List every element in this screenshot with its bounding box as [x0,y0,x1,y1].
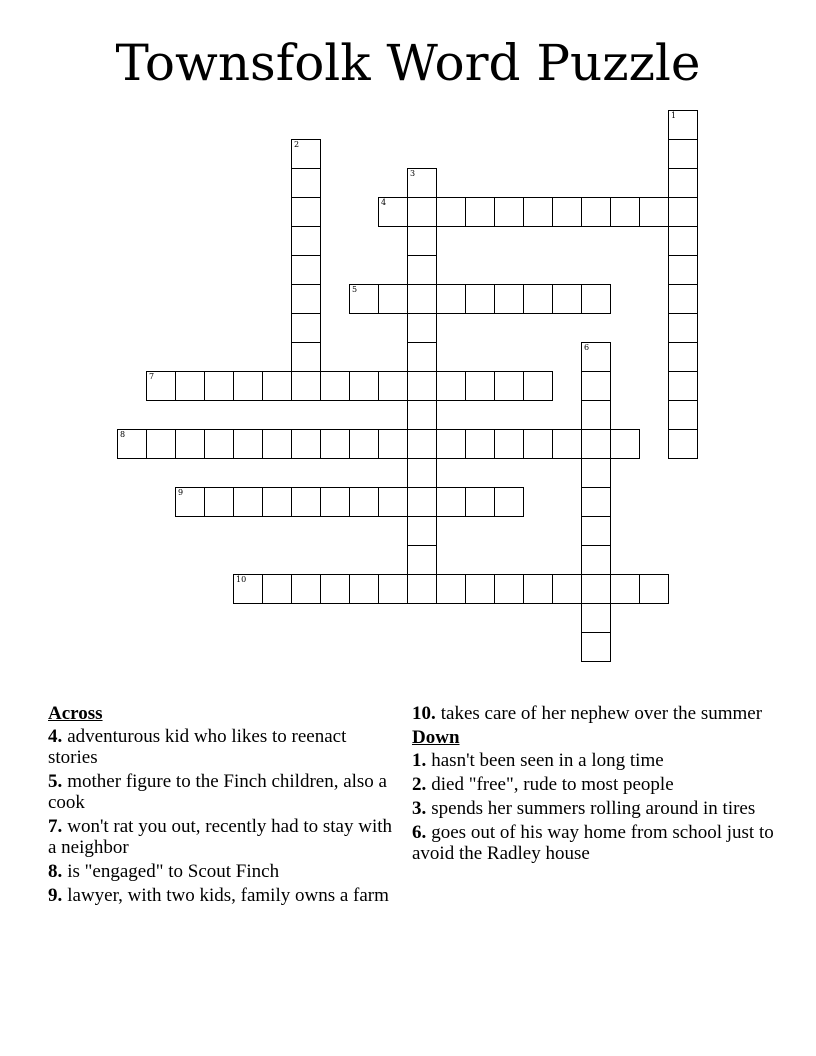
grid-cell[interactable] [407,487,437,517]
clue-number: 6. [412,822,427,843]
grid-cell[interactable] [668,400,698,430]
grid-cell[interactable] [262,487,292,517]
cell-number: 7 [149,372,155,381]
grid-cell[interactable] [291,226,321,256]
grid-cell[interactable] [291,255,321,285]
grid-cell[interactable] [436,574,466,604]
grid-cell[interactable] [523,371,553,401]
clue-text: mother figure to the Finch children, also a cook [48,771,387,813]
grid-cell[interactable] [494,284,524,314]
grid-cell[interactable] [291,197,321,227]
grid-cell[interactable] [436,487,466,517]
grid-cell[interactable] [465,284,495,314]
clue-number: 4. [48,726,63,747]
grid-cell[interactable] [349,574,379,604]
grid-cell[interactable] [668,342,698,372]
grid-cell[interactable] [291,487,321,517]
grid-cell[interactable] [349,429,379,459]
cell-number: 3 [410,169,416,178]
cell-number: 2 [294,140,300,149]
grid-cell[interactable] [610,197,640,227]
grid-cell[interactable] [378,371,408,401]
grid-cell[interactable] [581,574,611,604]
clue-number: 5. [48,771,63,792]
down-clue-3 [412,798,782,819]
grid-cell[interactable] [465,371,495,401]
grid-cell[interactable] [639,574,669,604]
grid-cell[interactable] [494,487,524,517]
grid-cell[interactable] [407,226,437,256]
clues-right-column [412,703,782,867]
grid-cell[interactable] [233,429,263,459]
grid-cell[interactable] [581,371,611,401]
grid-cell[interactable] [175,371,205,401]
grid-cell[interactable] [291,342,321,372]
grid-cell[interactable] [233,574,263,604]
grid-cell[interactable] [320,574,350,604]
grid-cell[interactable] [552,429,582,459]
grid-cell[interactable] [320,371,350,401]
grid-cell[interactable] [320,487,350,517]
grid-cell[interactable] [610,574,640,604]
grid-cell[interactable] [581,342,611,372]
grid-cell[interactable] [378,284,408,314]
grid-cell[interactable] [523,429,553,459]
grid-cell[interactable] [610,429,640,459]
clue-text: is "engaged" to Scout Finch [67,861,280,882]
grid-cell[interactable] [233,487,263,517]
grid-cell[interactable] [436,284,466,314]
grid-cell[interactable] [407,371,437,401]
grid-cell[interactable] [581,603,611,633]
grid-cell[interactable] [523,284,553,314]
grid-cell[interactable] [552,197,582,227]
grid-cell[interactable] [407,574,437,604]
grid-cell[interactable] [465,429,495,459]
grid-cell[interactable] [146,371,176,401]
grid-cell[interactable] [552,284,582,314]
grid-cell[interactable] [175,429,205,459]
grid-cell[interactable] [204,429,234,459]
grid-cell[interactable] [407,284,437,314]
grid-cell[interactable] [349,487,379,517]
clue-number: 8. [48,861,63,882]
grid-cell[interactable] [291,168,321,198]
cell-number: 9 [178,488,184,497]
cell-number: 4 [381,198,387,207]
down-clue-6 [412,822,782,864]
grid-cell[interactable] [146,429,176,459]
grid-cell[interactable] [668,284,698,314]
across-clue-10 [412,703,782,724]
puzzle-title: Townsfolk Word Puzzle [115,34,701,92]
clue-text: won't rat you out, recently had to stay with a neighbor [48,816,393,858]
grid-cell[interactable] [407,516,437,546]
grid-cell[interactable] [581,545,611,575]
grid-cell[interactable] [407,400,437,430]
grid-cell[interactable] [668,313,698,343]
grid-cell[interactable] [320,429,350,459]
grid-cell[interactable] [494,429,524,459]
clue-number: 1. [412,750,427,771]
grid-cell[interactable] [581,400,611,430]
clue-text: adventurous kid who likes to reenact stories [48,726,347,768]
grid-cell[interactable] [494,371,524,401]
grid-cell[interactable] [436,197,466,227]
grid-cell[interactable] [117,429,147,459]
clue-number: 2. [412,774,427,795]
grid-cell[interactable] [291,313,321,343]
grid-cell[interactable] [407,197,437,227]
grid-cell[interactable] [436,429,466,459]
down-clue-1 [412,750,782,771]
grid-cell[interactable] [523,574,553,604]
grid-cell[interactable] [349,284,379,314]
across-clue-4 [48,726,393,768]
grid-cell[interactable] [378,429,408,459]
cell-number: 10 [236,575,247,584]
grid-cell[interactable] [668,139,698,169]
grid-cell[interactable] [494,197,524,227]
clue-text: died "free", rude to most people [431,774,674,795]
grid-cell[interactable] [407,545,437,575]
grid-cell[interactable] [523,197,553,227]
grid-cell[interactable] [465,197,495,227]
grid-cell[interactable] [465,574,495,604]
grid-cell[interactable] [581,197,611,227]
grid-cell[interactable] [407,342,437,372]
grid-cell[interactable] [262,429,292,459]
grid-cell[interactable] [378,487,408,517]
grid-cell[interactable] [668,255,698,285]
grid-cell[interactable] [552,574,582,604]
grid-cell[interactable] [407,313,437,343]
across-clue-5 [48,771,393,813]
across-clue-9 [48,885,393,906]
clues-left-column [48,703,393,909]
grid-cell[interactable] [407,458,437,488]
grid-cell[interactable] [407,255,437,285]
grid-cell[interactable] [233,371,263,401]
cell-number: 6 [584,343,590,352]
grid-cell[interactable] [291,429,321,459]
grid-cell[interactable] [262,574,292,604]
cell-number: 5 [352,285,358,294]
grid-cell[interactable] [668,226,698,256]
grid-cell[interactable] [204,371,234,401]
down-heading: Down [412,727,460,748]
grid-cell[interactable] [639,197,669,227]
grid-cell[interactable] [465,487,495,517]
grid-cell[interactable] [668,371,698,401]
cell-number: 1 [671,111,677,120]
grid-cell[interactable] [581,458,611,488]
clue-number: 3. [412,798,427,819]
cell-number: 8 [120,430,126,439]
clue-number: 9. [48,885,63,906]
grid-cell[interactable] [291,284,321,314]
across-clue-8 [48,861,393,882]
across-clue-7 [48,816,393,858]
clue-text: hasn't been seen in a long time [431,750,664,771]
grid-cell[interactable] [581,284,611,314]
grid-cell[interactable] [436,371,466,401]
grid-cell[interactable] [175,487,205,517]
grid-cell[interactable] [668,429,698,459]
grid-cell[interactable] [204,487,234,517]
grid-cell[interactable] [668,168,698,198]
grid-cell[interactable] [291,574,321,604]
grid-cell[interactable] [262,371,292,401]
clue-number: 7. [48,816,63,837]
grid-cell[interactable] [581,429,611,459]
grid-cell[interactable] [291,139,321,169]
clue-number: 10. [412,703,436,724]
grid-cell[interactable] [349,371,379,401]
grid-cell[interactable] [494,574,524,604]
clue-text: takes care of her nephew over the summer [440,703,763,724]
clue-text: spends her summers rolling around in tires [431,798,756,819]
grid-cell[interactable] [581,487,611,517]
down-clue-2 [412,774,782,795]
clue-text: lawyer, with two kids, family owns a farm [67,885,389,906]
grid-cell[interactable] [378,197,408,227]
grid-cell[interactable] [378,574,408,604]
clue-text: goes out of his way home from school just to avoid the Radley house [412,822,774,864]
grid-cell[interactable] [668,110,698,140]
grid-cell[interactable] [668,197,698,227]
grid-cell[interactable] [407,168,437,198]
grid-cell[interactable] [581,632,611,662]
grid-cell[interactable] [291,371,321,401]
grid-cell[interactable] [581,516,611,546]
across-heading: Across [48,703,103,724]
grid-cell[interactable] [407,429,437,459]
